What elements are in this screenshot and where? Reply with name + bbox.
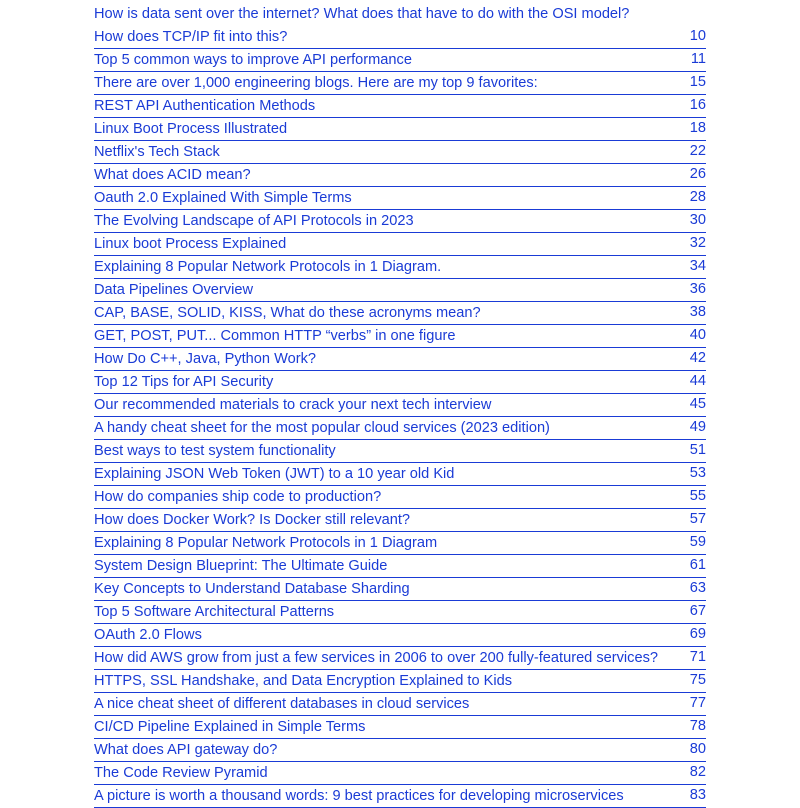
toc-entry-title: How did AWS grow from just a few services in 2006 to over 200 fully-featured services? bbox=[94, 650, 658, 666]
toc-entry[interactable] bbox=[94, 739, 706, 762]
toc-entry-page: 80 bbox=[689, 741, 706, 757]
toc-entry[interactable] bbox=[94, 785, 706, 808]
toc-entry[interactable] bbox=[94, 72, 706, 95]
toc-entry[interactable] bbox=[94, 187, 706, 210]
toc-entry-page: 78 bbox=[689, 718, 706, 734]
toc-entry-page: 82 bbox=[689, 764, 706, 780]
toc-entry-page: 77 bbox=[689, 695, 706, 711]
toc-entry-page: 67 bbox=[689, 603, 706, 619]
toc-entry-title: A nice cheat sheet of different databases in cloud services bbox=[94, 696, 470, 712]
toc-entry[interactable] bbox=[94, 716, 706, 739]
toc-entry-page: 55 bbox=[689, 488, 706, 504]
toc-entry-title: CAP, BASE, SOLID, KISS, What do these acronyms mean? bbox=[94, 305, 481, 321]
table-of-contents bbox=[94, 3, 706, 808]
toc-entry-title: How is data sent over the internet? What does that have to do with the OSI model? How does TCP/IP fit into this? bbox=[94, 6, 630, 45]
toc-entry-title: Data Pipelines Overview bbox=[94, 282, 253, 298]
toc-entry[interactable] bbox=[94, 233, 706, 256]
toc-entry-page: 32 bbox=[689, 235, 706, 251]
toc-entry-page: 63 bbox=[689, 580, 706, 596]
toc-entry[interactable] bbox=[94, 647, 706, 670]
toc-entry[interactable] bbox=[94, 417, 706, 440]
toc-entry-page: 75 bbox=[689, 672, 706, 688]
toc-entry-page: 44 bbox=[689, 373, 706, 389]
toc-entry[interactable] bbox=[94, 302, 706, 325]
toc-entry-title: Linux Boot Process Illustrated bbox=[94, 121, 288, 137]
toc-entry-title: Top 5 common ways to improve API performance bbox=[94, 52, 412, 68]
toc-entry[interactable] bbox=[94, 325, 706, 348]
toc-entry-page: 28 bbox=[689, 189, 706, 205]
toc-entry[interactable] bbox=[94, 371, 706, 394]
toc-entry-page: 38 bbox=[689, 304, 706, 320]
toc-entry[interactable] bbox=[94, 670, 706, 693]
toc-entry-title: Top 5 Software Architectural Patterns bbox=[94, 604, 335, 620]
toc-entry-page: 69 bbox=[689, 626, 706, 642]
toc-entry-page: 45 bbox=[689, 396, 706, 412]
toc-entry-title: How Do C++, Java, Python Work? bbox=[94, 351, 316, 367]
toc-entry[interactable] bbox=[94, 463, 706, 486]
toc-entry-page: 83 bbox=[689, 787, 706, 803]
toc-entry[interactable] bbox=[94, 95, 706, 118]
toc-entry-title: Linux boot Process Explained bbox=[94, 236, 287, 252]
toc-entry-page: 22 bbox=[689, 143, 706, 159]
toc-entry[interactable] bbox=[94, 3, 706, 49]
toc-entry-page: 18 bbox=[689, 120, 706, 136]
toc-entry-page: 30 bbox=[689, 212, 706, 228]
toc-entry-page: 16 bbox=[689, 97, 706, 113]
toc-entry[interactable] bbox=[94, 141, 706, 164]
toc-entry-title: Our recommended materials to crack your next tech interview bbox=[94, 397, 492, 413]
toc-entry[interactable] bbox=[94, 555, 706, 578]
toc-entry[interactable] bbox=[94, 532, 706, 555]
toc-entry-page: 15 bbox=[689, 74, 706, 90]
toc-entry[interactable] bbox=[94, 601, 706, 624]
toc-entry-page: 40 bbox=[689, 327, 706, 343]
toc-entry[interactable] bbox=[94, 256, 706, 279]
toc-entry[interactable] bbox=[94, 394, 706, 417]
toc-entry-title: The Evolving Landscape of API Protocols in 2023 bbox=[94, 213, 414, 229]
toc-entry[interactable] bbox=[94, 348, 706, 371]
toc-entry-title: Explaining 8 Popular Network Protocols in 1 Diagram. bbox=[94, 259, 442, 275]
toc-entry[interactable] bbox=[94, 509, 706, 532]
toc-entry-title: There are over 1,000 engineering blogs. Here are my top 9 favorites: bbox=[94, 75, 538, 91]
toc-entry-page: 11 bbox=[690, 51, 706, 67]
toc-entry-page: 26 bbox=[689, 166, 706, 182]
toc-entry-title: System Design Blueprint: The Ultimate Guide bbox=[94, 558, 388, 574]
toc-entry[interactable] bbox=[94, 624, 706, 647]
toc-entry-title: Explaining JSON Web Token (JWT) to a 10 year old Kid bbox=[94, 466, 455, 482]
toc-entry[interactable] bbox=[94, 118, 706, 141]
toc-entry-page: 34 bbox=[689, 258, 706, 274]
toc-entry-page: 59 bbox=[689, 534, 706, 550]
toc-entry-page: 10 bbox=[689, 28, 706, 44]
toc-entry-page: 57 bbox=[689, 511, 706, 527]
toc-entry-title: Top 12 Tips for API Security bbox=[94, 374, 274, 390]
toc-entry-page: 42 bbox=[689, 350, 706, 366]
toc-entry-title: Explaining 8 Popular Network Protocols in 1 Diagram bbox=[94, 535, 438, 551]
toc-entry-title: OAuth 2.0 Flows bbox=[94, 627, 202, 643]
toc-entry[interactable] bbox=[94, 210, 706, 233]
toc-entry-page: 51 bbox=[689, 442, 706, 458]
toc-entry-title: GET, POST, PUT... Common HTTP “verbs” in one figure bbox=[94, 328, 456, 344]
toc-entry-title: HTTPS, SSL Handshake, and Data Encryption Explained to Kids bbox=[94, 673, 513, 689]
toc-entry-title: Key Concepts to Understand Database Sharding bbox=[94, 581, 410, 597]
toc-entry-title: What does ACID mean? bbox=[94, 167, 251, 183]
toc-entry-page: 53 bbox=[689, 465, 706, 481]
toc-entry-title: Netflix's Tech Stack bbox=[94, 144, 220, 160]
toc-entry-page: 71 bbox=[689, 649, 706, 665]
toc-entry-title: What does API gateway do? bbox=[94, 742, 278, 758]
toc-entry-title: A picture is worth a thousand words: 9 best practices for developing microservices bbox=[94, 788, 624, 804]
toc-entry-title: How does Docker Work? Is Docker still relevant? bbox=[94, 512, 411, 528]
toc-entry[interactable] bbox=[94, 486, 706, 509]
toc-entry-page: 61 bbox=[689, 557, 706, 573]
toc-entry-title: A handy cheat sheet for the most popular cloud services (2023 edition) bbox=[94, 420, 550, 436]
toc-entry[interactable] bbox=[94, 279, 706, 302]
toc-entry-title: The Code Review Pyramid bbox=[94, 765, 268, 781]
toc-entry-title: How do companies ship code to production? bbox=[94, 489, 382, 505]
toc-entry[interactable] bbox=[94, 578, 706, 601]
toc-entry-page: 36 bbox=[689, 281, 706, 297]
toc-entry[interactable] bbox=[94, 164, 706, 187]
toc-entry-title: CI/CD Pipeline Explained in Simple Terms bbox=[94, 719, 366, 735]
toc-entry-title: REST API Authentication Methods bbox=[94, 98, 316, 114]
toc-entry[interactable] bbox=[94, 49, 706, 72]
toc-entry-title: Best ways to test system functionality bbox=[94, 443, 336, 459]
toc-entry[interactable] bbox=[94, 693, 706, 716]
toc-entry[interactable] bbox=[94, 762, 706, 785]
toc-entry[interactable] bbox=[94, 440, 706, 463]
toc-entry-page: 49 bbox=[689, 419, 706, 435]
toc-entry-title: Oauth 2.0 Explained With Simple Terms bbox=[94, 190, 352, 206]
